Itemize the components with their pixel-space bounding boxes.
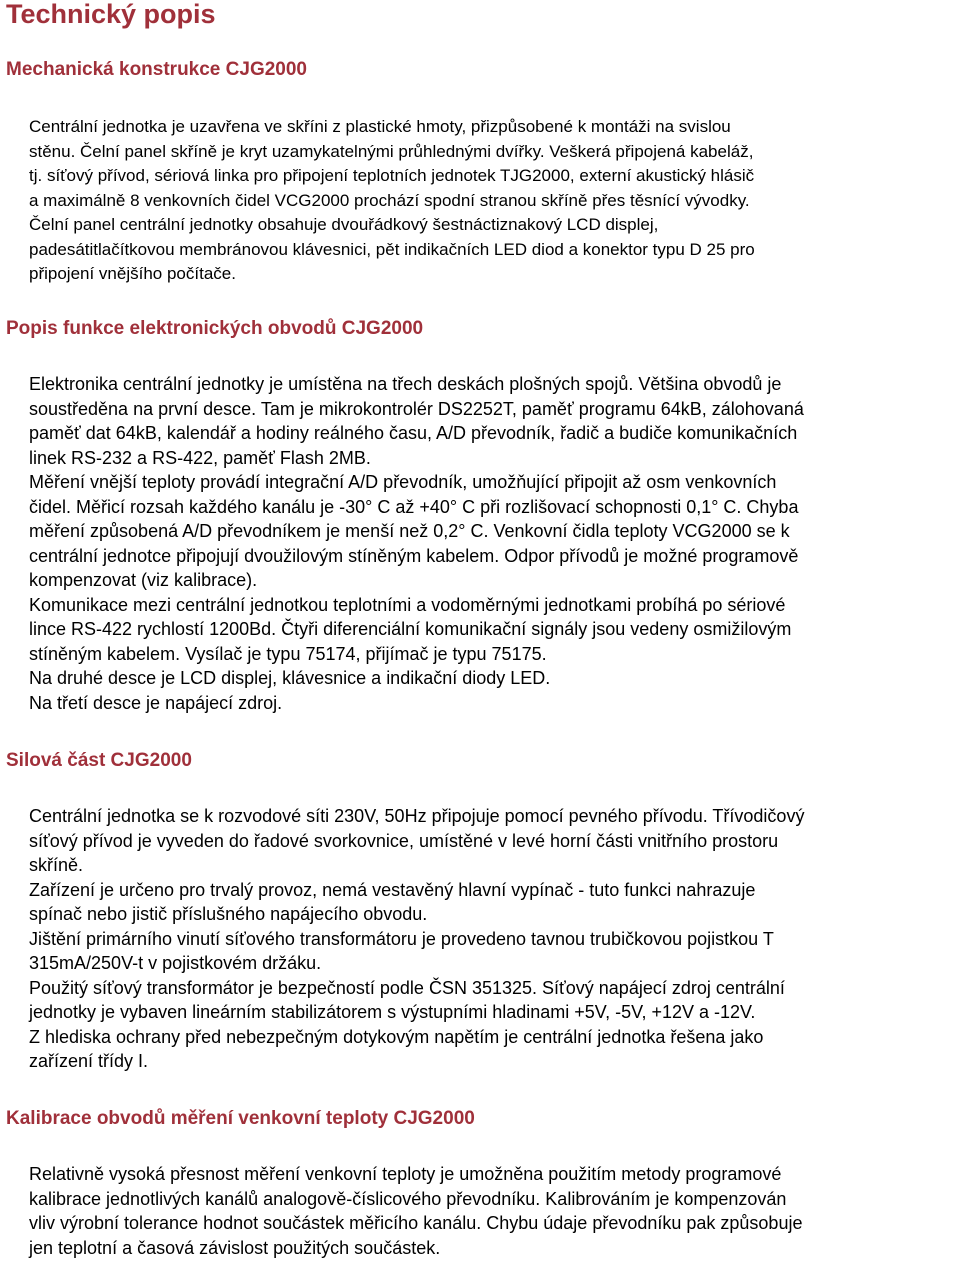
- paragraph-line: Měření vnější teploty provádí integrační A/D převodník, umožňující připojit až osm venkovních: [29, 472, 777, 492]
- paragraph-line: Centrální jednotka se k rozvodové síti 230V, 50Hz připojuje pomocí pevného přívodu. Třívodičový: [29, 806, 805, 826]
- paragraph-line: Z hlediska ochrany před nebezpečným dotykovým napětím je centrální jednotka řešena jako: [29, 1026, 764, 1047]
- paragraph-line: padesátitlačítkovou membránovou klávesnici, pět indikačních LED diod a konektor typu D 25 pro: [29, 239, 755, 259]
- paragraph-line: lince RS-422 rychlostí 1200Bd. Čtyři diferenciální komunikační signály jsou vedeny osmižilovým: [29, 619, 792, 639]
- paragraph-line: jen teplotní a časová závislost použitých součástek.: [29, 1237, 441, 1258]
- paragraph-line: stíněným kabelem. Vysílač je typu 75174, přijímač je typu 75175.: [29, 643, 547, 664]
- paragraph-line: centrální jednotce připojují dvoužilovým stíněným kabelem. Odpor přívodů je možné programově: [29, 545, 799, 566]
- section-body-calibration: [29, 1162, 956, 1260]
- paragraph-line: Zařízení je určeno pro trvalý provoz, nemá vestavěný hlavní vypínač - tuto funkci nahrazuje: [29, 879, 756, 900]
- paragraph-line: síťový přívod je vyveden do řadové svorkovnice, umístěné v levé horní části vnitřního prostoru: [29, 830, 779, 851]
- paragraph-line: Na třetí desce je napájecí zdroj.: [29, 692, 283, 713]
- paragraph-line: paměť dat 64kB, kalendář a hodiny reálného času, A/D převodník, řadič a budiče komunikačních: [29, 423, 798, 443]
- paragraph-line: Centrální jednotka je uzavřena ve skříni z plastické hmoty, přizpůsobené k montáži na svislou: [29, 117, 731, 136]
- paragraph-line: čidel. Měřicí rozsah každého kanálu je -30° C až +40° C při rozlišovací schopnosti 0,1° C. Chyba: [29, 496, 799, 517]
- section-body-power: [29, 804, 956, 1074]
- paragraph-line: jednotky je vybaven lineárním stabilizátorem s výstupními hladinami +5V, -5V, +12V a -12V.: [29, 1002, 756, 1022]
- section-heading-electronics: Popis funkce elektronických obvodů CJG2000: [6, 318, 424, 339]
- paragraph-line: soustředěna na první desce. Tam je mikrokontrolér DS2252T, paměť programu 64kB, zálohovaná: [29, 398, 804, 419]
- paragraph-line: stěnu. Čelní panel skříně je kryt uzamykatelnými průhlednými dvířky. Veškerá připojená kabeláž,: [29, 141, 754, 161]
- section-body-electronics: [29, 372, 956, 715]
- paragraph-line: a maximálně 8 venkovních čidel VCG2000 prochází spodní stranou skříně přes těsnící vývodky.: [29, 190, 750, 210]
- paragraph-line: kompenzovat (viz kalibrace).: [29, 570, 258, 590]
- paragraph-line: měření způsobená A/D převodníkem je menší než 0,2° C. Venkovní čidla teploty VCG2000 se k: [29, 521, 790, 541]
- paragraph-line: zařízení třídy I.: [29, 1051, 149, 1071]
- paragraph-line: Použitý síťový transformátor je bezpečností podle ČSN 351325. Síťový napájecí zdroj centrální: [29, 977, 785, 998]
- paragraph-line: Komunikace mezi centrální jednotkou teplotními a vodoměrnými jednotkami probíhá po sériové: [29, 594, 786, 615]
- page-title: Technický popis: [6, 0, 216, 29]
- paragraph-line: Jištění primárního vinutí síťového transformátoru je provedeno tavnou trubičkovou pojistkou T: [29, 928, 774, 949]
- paragraph-line: vliv výrobní tolerance hodnot součástek měřicího kanálu. Chybu údaje převodníku pak způsobuje: [29, 1213, 803, 1233]
- paragraph-line: skříně.: [29, 855, 84, 875]
- paragraph-line: Elektronika centrální jednotky je umístěna na třech deskách plošných spojů. Většina obvodů je: [29, 374, 782, 394]
- paragraph-line: 315mA/250V-t v pojistkovém držáku.: [29, 953, 322, 973]
- paragraph-line: Relativně vysoká přesnost měření venkovní teploty je umožněna použitím metody programové: [29, 1164, 782, 1184]
- section-heading-mechanical: Mechanická konstrukce CJG2000: [6, 59, 307, 80]
- paragraph-line: Čelní panel centrální jednotky obsahuje dvouřádkový šestnáctiznakový LCD displej,: [29, 215, 659, 234]
- paragraph-line: linek RS-232 a RS-422, paměť Flash 2MB.: [29, 447, 371, 468]
- section-heading-calibration: Kalibrace obvodů měření venkovní teploty CJG2000: [6, 1108, 475, 1129]
- paragraph-line: tj. síťový přívod, sériová linka pro připojení teplotních jednotek TJG2000, externí akustický hlásič: [29, 166, 755, 185]
- section-heading-power: Silová část CJG2000: [6, 750, 192, 771]
- paragraph-line: připojení vnějšího počítače.: [29, 264, 236, 283]
- paragraph-line: Na druhé desce je LCD displej, klávesnice a indikační diody LED.: [29, 668, 551, 688]
- section-body-mechanical: [29, 115, 956, 287]
- paragraph-line: kalibrace jednotlivých kanálů analogově-číslicového převodníku. Kalibrováním je kompenzován: [29, 1188, 787, 1209]
- paragraph-line: spínač nebo jistič příslušného napájecího obvodu.: [29, 904, 428, 924]
